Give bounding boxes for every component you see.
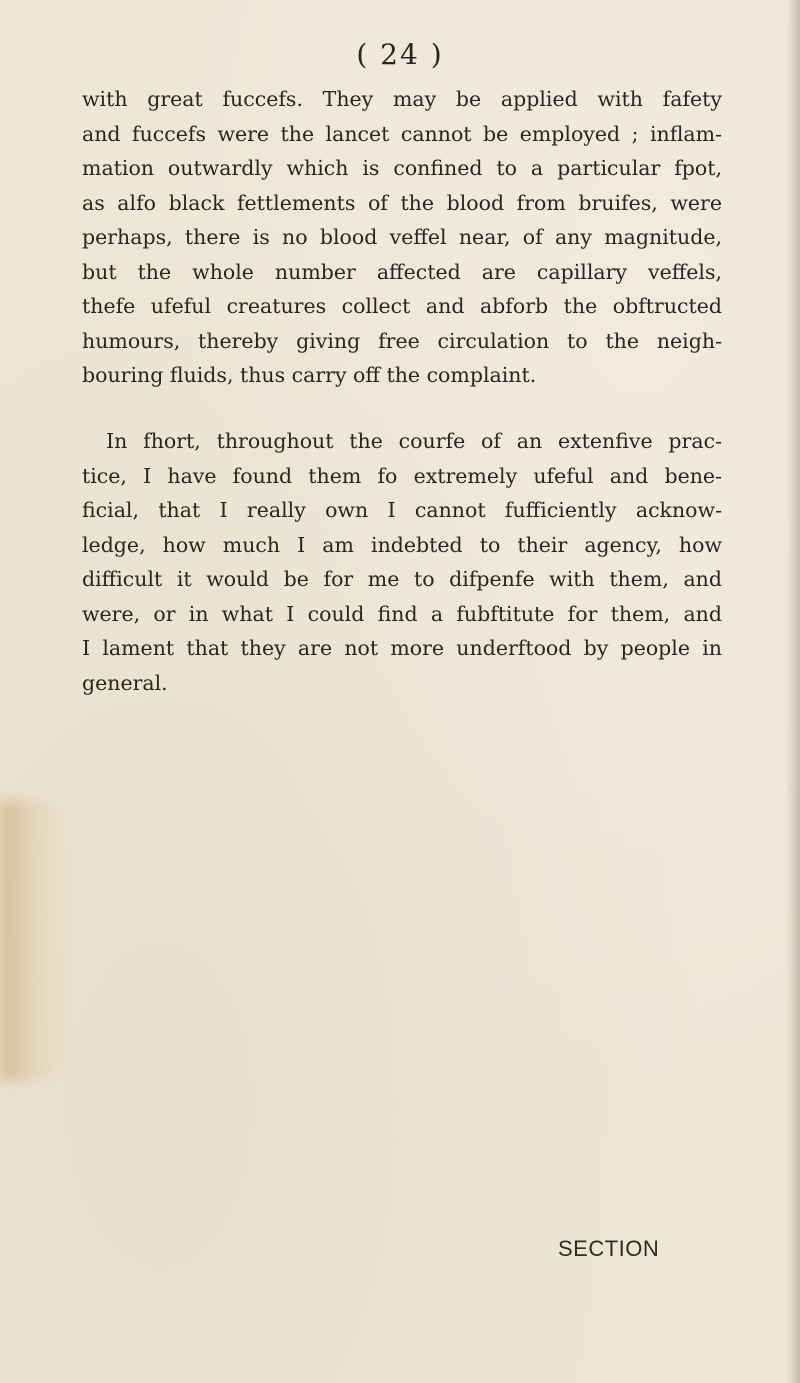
paragraph-2-line-6: were, or in what I could find a fubftitute for them, and [82, 601, 722, 626]
paragraph-1-line-1: with great fuccefs. They may be applied with fafety [82, 87, 722, 111]
page-edge-shadow [786, 0, 800, 1383]
paragraph-2-line-4: ledge, how much I am indebted to their agency, how [82, 532, 722, 557]
paragraph-1-line-9: bouring fluids, thus carry off the complaint. [82, 363, 537, 387]
paragraph-2 [82, 424, 722, 700]
paragraph-2-line-8: general. [82, 670, 168, 695]
catchword: SECTION [558, 1236, 660, 1261]
paragraph-1-line-4: as alfo black fettlements of the blood from bruifes, were [82, 190, 722, 215]
paper-stain [0, 800, 70, 1080]
paragraph-2-line-3: ficial, that I really own I cannot fufficiently acknow- [82, 498, 722, 522]
paragraph-2-line-5: difficult it would be for me to difpenfe with them, and [82, 567, 722, 591]
paragraph-1-line-5: perhaps, there is no blood veffel near, of any magnitude, [82, 225, 722, 249]
paragraph-2-line-2: tice, I have found them fo extremely ufeful and bene- [82, 463, 722, 488]
paragraph-1-line-8: humours, thereby giving free circulation to the neigh- [82, 328, 722, 353]
page-number: ( 24 ) [356, 38, 444, 71]
paragraph-1-line-6: but the whole number affected are capillary veffels, [82, 259, 722, 284]
paragraph-1 [82, 82, 722, 393]
paragraph-1-line-3: mation outwardly which is confined to a particular fpot, [82, 156, 722, 180]
paragraph-2-line-7: I lament that they are not more underftood by people in [82, 636, 722, 660]
paragraph-1-line-7: thefe ufeful creatures collect and abforb the obftructed [82, 294, 722, 318]
paragraph-1-line-2: and fuccefs were the lancet cannot be employed ; inflam- [82, 121, 722, 146]
paragraph-2-line-1: In fhort, throughout the courfe of an extenfive prac- [106, 429, 722, 453]
